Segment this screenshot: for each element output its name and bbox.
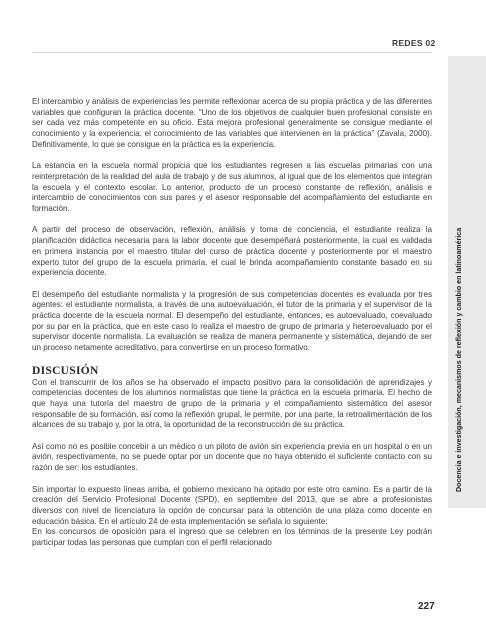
article-body — [32, 97, 432, 559]
paragraph-observacion: A partir del proceso de observación, reflexión, análisis y toma de conciencia, el estudiante realiza la planificación didáctica necesaria para la labor docente que desempeñará posteriormente, la cual es validada en primera instancia por el maestro titular del curso de práctica docente y posteriormente por el maestro experto tutor del grupo de la escuela primaria, el cual le brinda acompañamiento constante basado en su experiencia docente. — [32, 225, 432, 278]
paragraph-discusion-2: Así como no es posible concebir a un médico o un piloto de avión sin experiencia previa en un hospital o en un avión, respectivamente, no se puede optar por un docente que no haya obtenido el suficiente contacto con su razón de ser: los estudiantes. — [32, 441, 432, 473]
paragraph-estancia: La estancia en la escuela normal propicia que los estudiantes regresen a las escuelas primarias con una reinterpretación de la realidad del aula de trabajo y de sus alumnos, al igual que de los elementos que integran la escuela y el contexto escolar. Lo anterior, producto de un proceso constante de reflexión, análisis e intercambio de conocimientos con sus pares y el asesor responsable del acompañamiento del estudiante en formación. — [32, 161, 432, 214]
page-number: 227 — [418, 601, 435, 612]
running-title: REDES 02 — [392, 38, 436, 48]
paragraph-intercambio: El intercambio y análisis de experiencias les permite reflexionar acerca de su propia práctica y de las diferentes variables que configuran la práctica docente. “Uno de los objetivos de cualquier buen profesional consiste en ser cada vez más competente en su oficio. Esta mejora profesional generalmente se consigue mediante el conocimiento y la experiencia: el conocimiento de las variables que intervienen en la práctica” (Zavala, 2000). Definitivamente, lo que se consigue en la práctica es la experiencia. — [32, 97, 432, 149]
paragraph-discusion-3: Sin importar lo expuesto líneas arriba, el gobierno mexicano ha optado por este otro camino. Es a partir de la creación del Servicio Profesional Docente (SPD), en septiembre del 2013, que se abre a profesionistas diversos con nivel de licenciatura la opción de concursar para la obtención de una plaza como docente en educación básica. En el artículo 24 de esta implementación se señala lo siguiente: — [32, 484, 432, 526]
paragraph-desempeno: El desempeño del estudiante normalista y la progresión de sus competencias docentes es evaluada por tres agentes: el estudiante normalista, a través de una autoevaluación, el tutor de la primaria y el supervisor de la práctica docente de la escuela normal. El desempeño del estudiante, entonces, es autoevaluado, coevaluado por su par en la práctica, que en este caso lo realiza el maestro de grupo de primaria y heteroevaluado por el supervisor docente normalista. La evaluación se realiza de manera permanente y sistemática, dejando de ser un proceso netamente acreditativo, para convertirse en un proceso formativo. — [32, 289, 432, 353]
sidebar-vertical-title: Docencia e investigación, mecanismos de reflexión y cambio en latinoamérica — [455, 227, 463, 492]
paragraph-discusion-1: Con el transcurrir de los años se ha observado el impacto positivo para la consolidación de aprendizajes y competencias docentes de los alumnos normalistas que tiene la práctica en la escuela primaria. El hecho de que haya una tutoría del maestro de grupo de la primaria y el compañamiento sistemático del asesor responsable de su formación, así como la reflexión grupal, le permite, por una parte, la retroalimentación de los alcances de su trabajo y, por la otra, la oportunidad de la reconstrucción de su práctica. — [32, 377, 432, 430]
header-divider — [32, 52, 432, 53]
section-title-discusion: DISCUSIÓN — [32, 364, 99, 377]
block-quote: En los concursos de oposición para el ingreso que se celebren en los términos de la presente Ley podrán participar todas las personas que cumplan con el perfil relacionado — [32, 527, 432, 548]
